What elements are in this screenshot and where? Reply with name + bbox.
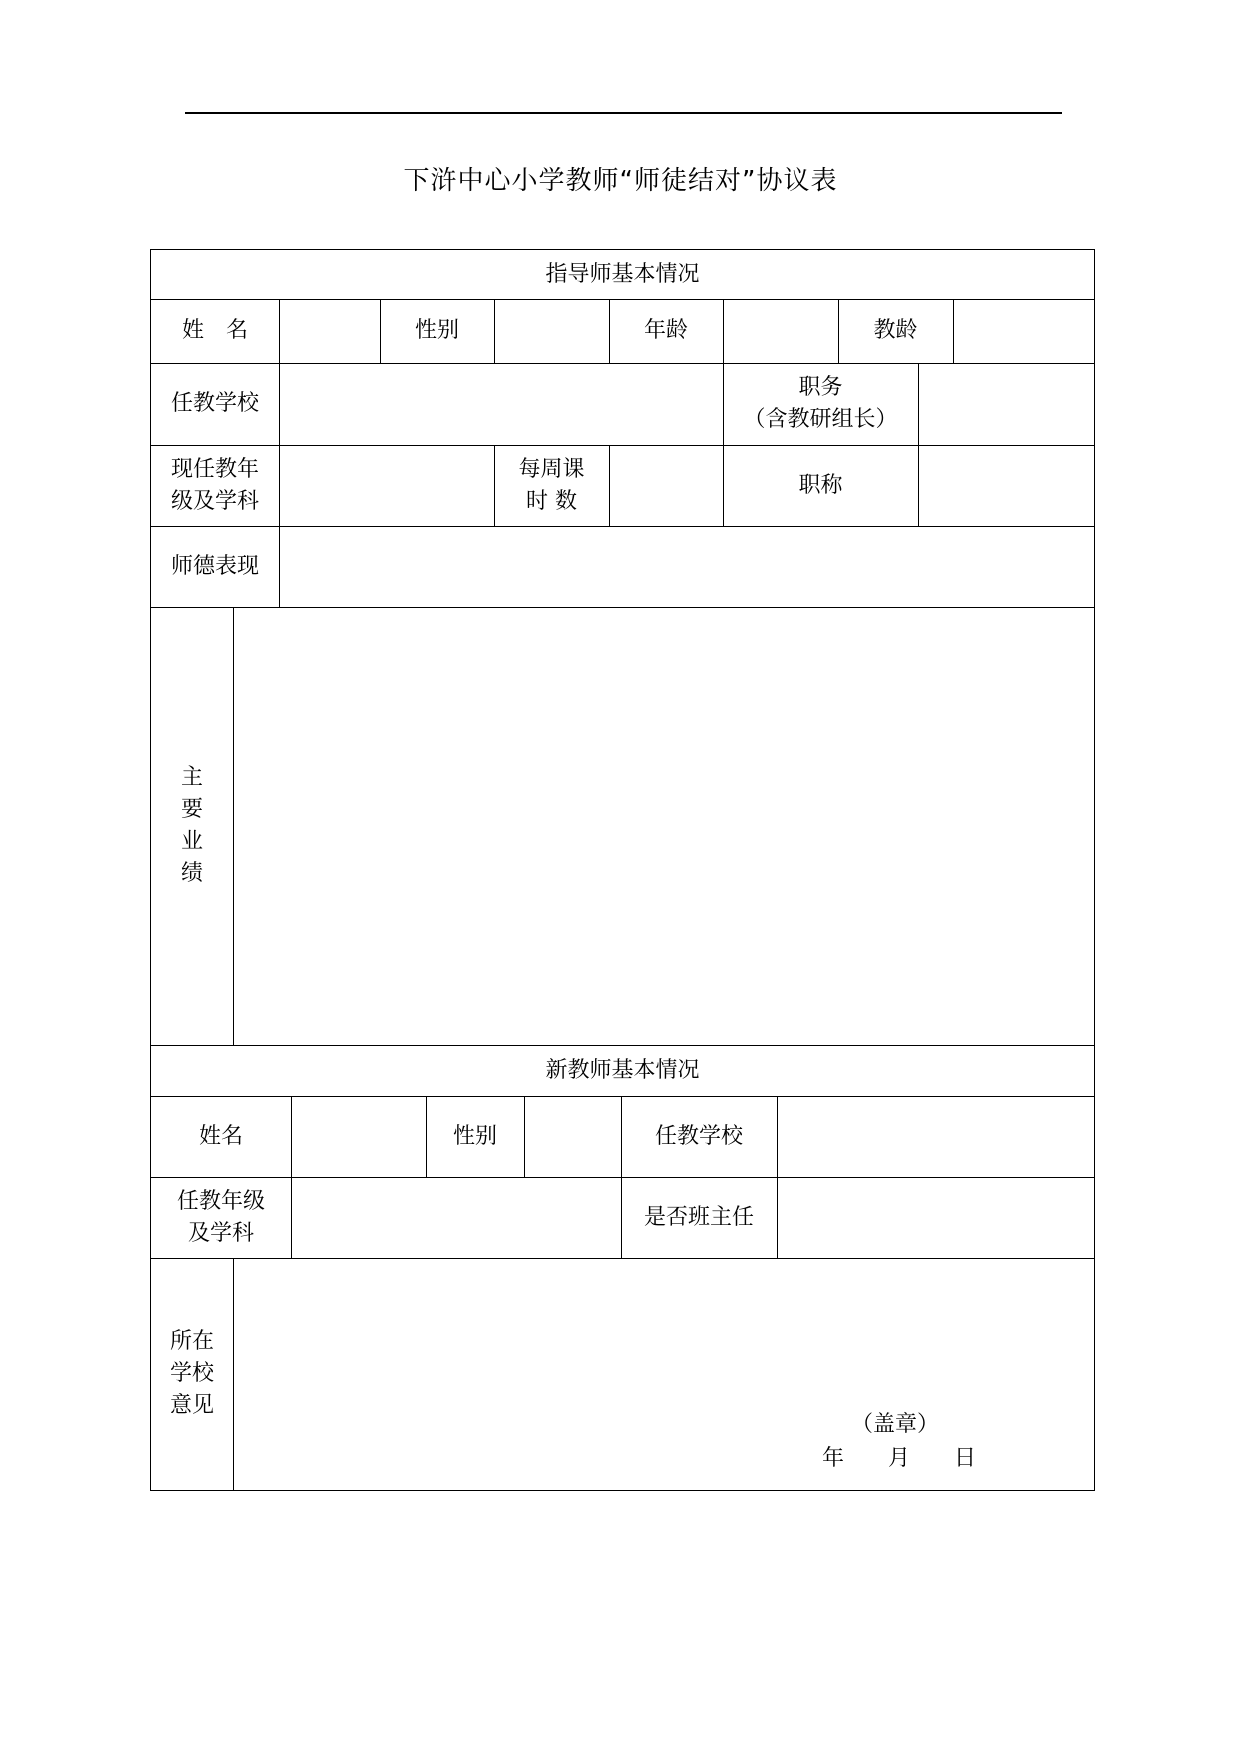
mentor-position-label: 职务 （含教研组长）	[743, 375, 898, 432]
mentor-title-label: 职称	[798, 472, 843, 498]
new-teacher-homeroom-label: 是否班主任	[643, 1204, 754, 1230]
new-teacher-grade-subject-field[interactable]	[292, 1178, 621, 1258]
mentor-school-label: 任教学校	[170, 391, 259, 416]
mentor-weekly-hours-label: 每周课 时 数	[518, 456, 585, 514]
agreement-form	[150, 249, 1095, 1491]
new-teacher-gender-field[interactable]	[525, 1097, 621, 1177]
mentor-teaching-years-field[interactable]	[954, 300, 1094, 363]
mentor-gender-field[interactable]	[495, 300, 609, 363]
mentor-title-field[interactable]	[919, 446, 1094, 526]
new-teacher-gender-label: 性别	[452, 1123, 497, 1149]
mentor-school-field[interactable]	[280, 364, 723, 445]
mentor-weekly-hours-field[interactable]	[610, 446, 723, 526]
mentor-teaching-years-label: 教龄	[873, 318, 918, 343]
mentor-grade-subject-label: 现任教年 级及学科	[170, 456, 259, 514]
new-teacher-name-label: 姓名	[198, 1123, 243, 1149]
mentor-age-label: 年龄	[643, 318, 688, 343]
new-teacher-section-title: 新教师基本情况	[545, 1057, 700, 1083]
mentor-name-label: 姓 名	[181, 318, 248, 343]
new-teacher-grade-subject-label: 任教年级 及学科	[176, 1188, 265, 1246]
mentor-grade-subject-field[interactable]	[280, 446, 494, 526]
new-teacher-name-field[interactable]	[292, 1097, 426, 1177]
mentor-achievements-field[interactable]	[234, 608, 1094, 1045]
mentor-ethics-field[interactable]	[280, 527, 1094, 607]
mentor-name-field[interactable]	[280, 300, 380, 363]
school-opinion-label: 所在 学校 意见	[169, 1329, 214, 1418]
new-teacher-school-label: 任教学校	[654, 1123, 743, 1149]
mentor-age-field[interactable]	[724, 300, 838, 363]
seal-label: （盖章）	[851, 1412, 940, 1437]
new-teacher-school-field[interactable]	[778, 1097, 1094, 1177]
mentor-section-title: 指导师基本情况	[545, 261, 700, 287]
mentor-achievements-label: 主 要 业 绩	[180, 765, 203, 886]
date-label: 年 月 日	[822, 1446, 977, 1471]
mentor-gender-label: 性别	[414, 318, 459, 343]
mentor-position-field[interactable]	[919, 364, 1094, 445]
mentor-ethics-label: 师德表现	[170, 553, 259, 579]
document-title: 下浒中心小学教师“师徒结对”协议表	[403, 166, 838, 196]
new-teacher-homeroom-field[interactable]	[778, 1178, 1094, 1258]
header-rule	[185, 112, 1062, 114]
